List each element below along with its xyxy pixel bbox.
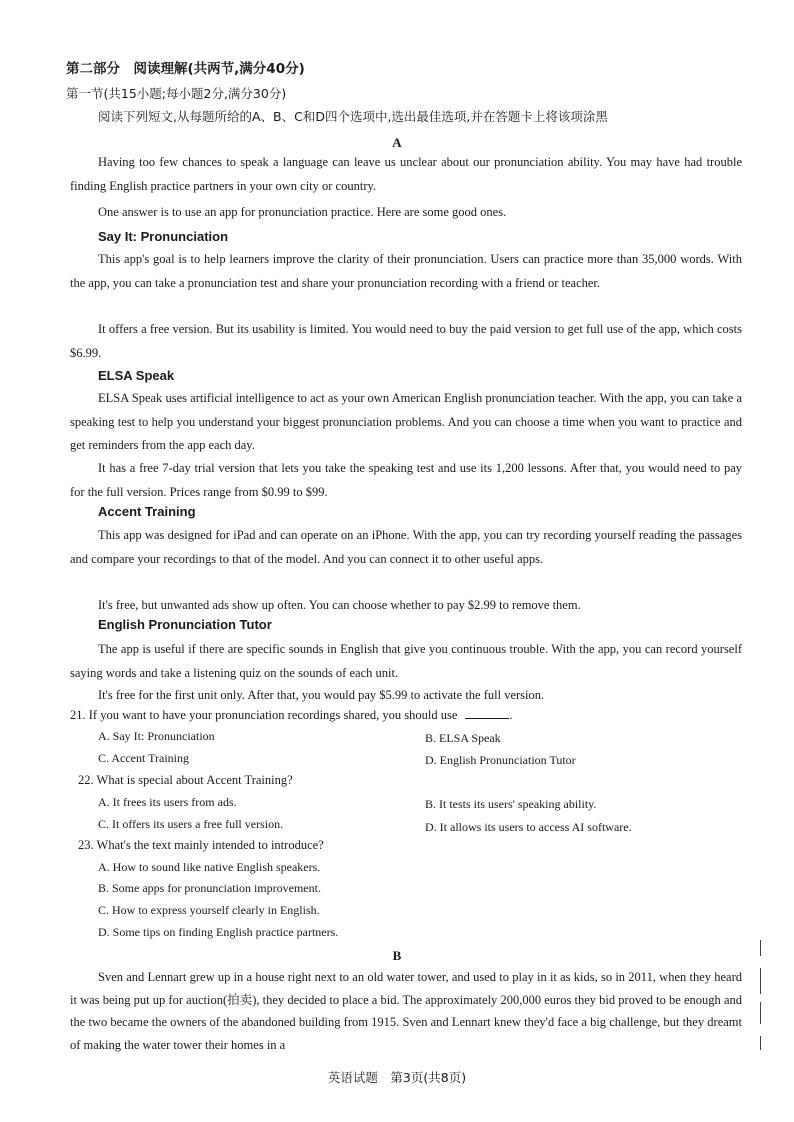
say-it-paragraph-2 bbox=[70, 318, 742, 365]
page-footer: 英语试题 第3页(共8页) bbox=[327, 1070, 467, 1085]
accent-p2-text: It's free, but unwanted ads show up often. You can choose whether to pay $2.99 to remove them. bbox=[98, 598, 581, 612]
say-it-p1-text: This app's goal is to help learners improve the clarity of their pronunciation. Users can practice more than 35,000 words. With the app, you can take a pronunciation test and share your pronunciation recording with a friend or teacher. bbox=[70, 252, 742, 290]
elsa-p1-text: ELSA Speak uses artificial intelligence to act as your own American English pronunciation teacher. With the app, you can take a speaking test to help you understand your biggest pronunciation problems. And you can choose a time when you want to practice and get reminders from the app each day. bbox=[70, 391, 742, 452]
accent-p1-text: This app was designed for iPad and can operate on an iPhone. With the app, you can try recording yourself reading the passages and compare your recordings to that of the model. And you can connect it to other useful apps. bbox=[70, 528, 742, 566]
question-21-stem: 21. If you want to have your pronunciation recordings shared, you should use bbox=[70, 708, 458, 722]
q21-option-c: C. Accent Training bbox=[98, 751, 190, 765]
app-heading-elsa-speak: ELSA Speak bbox=[98, 368, 175, 383]
q21-option-d: D. English Pronunciation Tutor bbox=[425, 753, 576, 767]
accent-paragraph-1 bbox=[70, 524, 742, 571]
intro-2-text: One answer is to use an app for pronunciation practice. Here are some good ones. bbox=[98, 205, 507, 219]
say-it-paragraph-1 bbox=[70, 248, 742, 295]
instruction: 阅读下列短文,从每题所给的A、B、C和D四个选项中,选出最佳选项,并在答题卡上将该项涂黑 bbox=[98, 109, 608, 124]
intro-1-text: Having too few chances to speak a language can leave us unclear about our pronunciation ability. You may have had trouble finding English practice partners in your own city or country. bbox=[70, 155, 742, 193]
say-it-p2-text: It offers a free version. But its usability is limited. You would need to buy the paid version to get full use of the app, which costs $6.99. bbox=[70, 322, 742, 360]
section-title: 第一节(共15小题;每小题2分,满分30分) bbox=[66, 86, 287, 101]
question-21 bbox=[70, 708, 513, 722]
q22-option-c: C. It offers its users a free full version. bbox=[98, 817, 284, 831]
scan-mark bbox=[760, 1002, 761, 1024]
scan-mark bbox=[760, 968, 761, 994]
accent-paragraph-2 bbox=[70, 594, 742, 618]
q23-option-d: D. Some tips on finding English practice partners. bbox=[98, 925, 339, 939]
scan-mark bbox=[760, 1036, 761, 1050]
elsa-paragraph-2 bbox=[70, 457, 742, 504]
elsa-paragraph-1 bbox=[70, 387, 742, 458]
part-title: 第二部分 阅读理解(共两节,满分40分) bbox=[66, 61, 305, 77]
q23-option-c: C. How to express yourself clearly in English. bbox=[98, 903, 320, 917]
passage-b-paragraph-1 bbox=[70, 966, 742, 1056]
scan-mark bbox=[760, 940, 761, 956]
q21-option-b: B. ELSA Speak bbox=[425, 731, 501, 745]
question-21-end: . bbox=[509, 708, 513, 722]
answer-blank bbox=[465, 708, 509, 719]
q23-option-b: B. Some apps for pronunciation improvement. bbox=[98, 881, 321, 895]
q22-option-a: A. It frees its users from ads. bbox=[98, 795, 237, 809]
tutor-p2-text: It's free for the first unit only. After that, you would pay $5.99 to activate the full version. bbox=[98, 688, 545, 702]
question-22: 22. What is special about Accent Training? bbox=[78, 773, 293, 787]
elsa-p2-text: It has a free 7-day trial version that lets you take the speaking test and use its 1,200 lessons. After that, you would need to pay for the full version. Prices range from $0.99 to $99. bbox=[70, 461, 742, 499]
passage-b-p1-text: Sven and Lennart grew up in a house right next to an old water tower, and used to play in it as kids, so in 2011, when they heard it was being put up for auction(拍卖), they decided to place a bid. The approximately 200,000 euros they bid proved to be enough and the two became the owners of the abandoned building from 1915. Sven and Lennart knew they'd face a big challenge, but they dreamt of making the water tower their homes in a bbox=[70, 970, 742, 1052]
app-heading-accent-training: Accent Training bbox=[98, 504, 196, 519]
passage-a-intro-2 bbox=[70, 201, 742, 225]
tutor-paragraph-1 bbox=[70, 638, 742, 685]
tutor-p1-text: The app is useful if there are specific sounds in English that give you continuous trouble. With the app, you can record yourself saying words and take a listening quiz on the sounds of each unit. bbox=[70, 642, 742, 680]
tutor-paragraph-2 bbox=[70, 684, 742, 708]
passage-b-label: B bbox=[392, 948, 402, 963]
question-23: 23. What's the text mainly intended to introduce? bbox=[78, 838, 324, 852]
app-heading-tutor: English Pronunciation Tutor bbox=[98, 617, 272, 632]
q22-option-b: B. It tests its users' speaking ability. bbox=[425, 797, 597, 811]
passage-a-intro-1 bbox=[70, 151, 742, 198]
app-heading-say-it: Say It: Pronunciation bbox=[98, 229, 229, 244]
q21-option-a: A. Say It: Pronunciation bbox=[98, 729, 215, 743]
q22-option-d: D. It allows its users to access AI software. bbox=[425, 820, 632, 834]
passage-a-label: A bbox=[392, 135, 402, 150]
q23-option-a: A. How to sound like native English speakers. bbox=[98, 860, 321, 874]
